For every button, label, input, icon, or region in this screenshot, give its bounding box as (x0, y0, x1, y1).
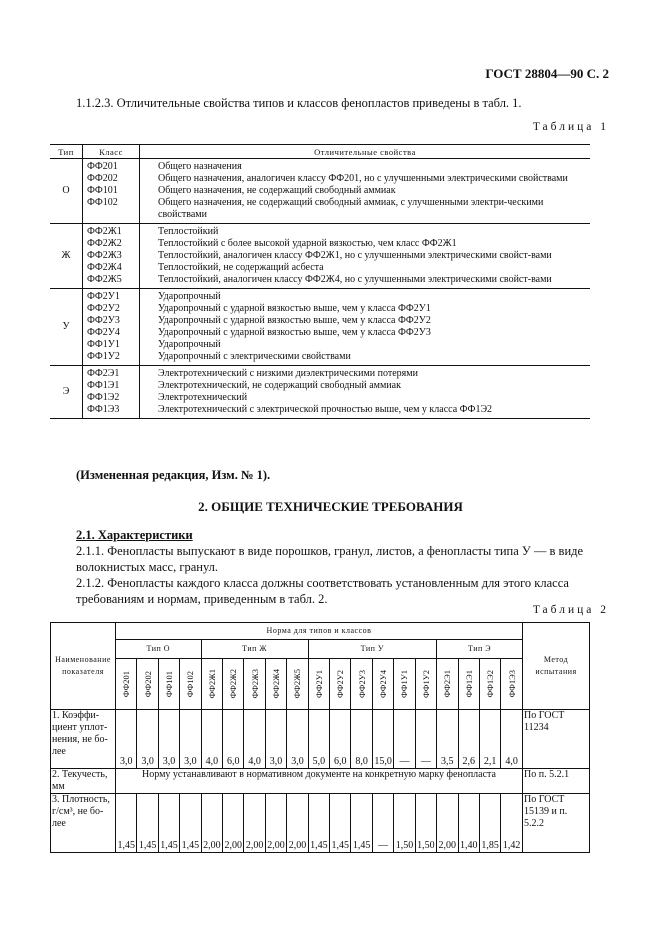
section-title: 2. ОБЩИЕ ТЕХНИЧЕСКИЕ ТРЕБОВАНИЯ (198, 499, 463, 514)
table2-value: 3,0 (265, 710, 286, 769)
table1-class: ФФ2Э1 (87, 368, 120, 379)
table2-class-cell (479, 659, 500, 710)
table2-type-1: Тип О (116, 640, 202, 659)
table2-value: 4,0 (501, 710, 523, 769)
table1-class: ФФ2Ж5 (87, 274, 122, 285)
table1-type-cell: О (50, 159, 83, 224)
table1-props-cell (140, 289, 591, 366)
table2-value: 1,45 (137, 794, 158, 853)
table2-class-label: ФФ2У2 (335, 670, 346, 698)
table1-property: Теплостойкий, аналогичен классу ФФ2Ж1, но с улучшенными электрическими свойст-вами (158, 250, 552, 261)
table1-property: Общего назначения, не содержащий свободный аммиак, с улучшенными электри-ческими свойствами (158, 197, 544, 220)
table1-class: ФФ2Ж3 (87, 250, 122, 261)
table2-class-cell (287, 659, 308, 710)
table1-property: Электротехнический, не содержащий свободный аммиак (158, 380, 401, 391)
table2-value: — (415, 710, 436, 769)
intro-paragraph: 1.1.2.3. Отличительные свойства типов и классов фенопластов приведены в табл. 1. (76, 96, 522, 110)
table2-header-row (51, 623, 590, 640)
table2-value: 3,0 (287, 710, 308, 769)
paragraph-2-1-2 (76, 575, 590, 607)
table2-value: 2,00 (437, 794, 458, 853)
table1-type-cell: Ж (50, 224, 83, 289)
table2-value: 8,0 (351, 710, 372, 769)
table1-group (50, 289, 590, 366)
table2-class-cell (437, 659, 458, 710)
table2-class-cell (372, 659, 393, 710)
table2-value: 1,45 (308, 794, 329, 853)
table2-value: 3,5 (437, 710, 458, 769)
table1-property: Ударопрочный с ударной вязкостью выше, чем у класса ФФ2У1 (158, 303, 431, 314)
table1-property: Электротехнический с низкими диэлектрическими потерями (158, 368, 418, 379)
table1-class: ФФ2У3 (87, 315, 120, 326)
table2-class-label: ФФ202 (142, 670, 153, 698)
table1-class-cell (83, 366, 140, 419)
table2-type-3: Тип У (308, 640, 436, 659)
table1-class: ФФ201 (87, 161, 118, 172)
table1-header-type: Тип (50, 145, 83, 159)
table2-class-label: ФФ2Ж1 (206, 669, 217, 699)
table2-class-cell (415, 659, 436, 710)
table2-class-cell (116, 659, 137, 710)
table2-header-method: Метод испытания (523, 623, 590, 710)
table2-value: 5,0 (308, 710, 329, 769)
table2-type-4: Тип Э (437, 640, 523, 659)
table2-class-label: ФФ1Э3 (506, 670, 517, 698)
table2-header-norm: Норма для типов и классов (116, 623, 523, 640)
paragraph-2-1-1 (76, 543, 590, 575)
page-header: ГОСТ 28804—90 С. 2 (485, 66, 609, 81)
table2-class-label: ФФ102 (185, 670, 196, 698)
table2-class-label: ФФ1Э2 (485, 670, 496, 698)
table2-value: 1,45 (351, 794, 372, 853)
table2-types-row (51, 640, 590, 659)
table1-class: ФФ2У4 (87, 327, 120, 338)
table2-class-label: ФФ2У4 (378, 670, 389, 698)
table1-props-cell (140, 366, 591, 419)
table1-property: Ударопрочный с ударной вязкостью выше, чем у класса ФФ2У2 (158, 315, 431, 326)
table2-value: 1,42 (501, 794, 523, 853)
table2-value: 3,0 (180, 710, 201, 769)
table2-row (51, 769, 590, 794)
table2-row-name: 3. Плотность, г/см³, не бо-лее (51, 794, 116, 853)
table2-caption: Таблица 2 (532, 604, 609, 616)
table2-class-cell (458, 659, 479, 710)
table1-class: ФФ102 (87, 197, 118, 208)
table2-value: 1,45 (180, 794, 201, 853)
table1-property: Теплостойкий (158, 226, 219, 237)
table2-class-label: ФФ2Ж3 (249, 669, 260, 699)
table2-class-label: ФФ2Ж2 (228, 669, 239, 699)
table1-property: Теплостойкий, аналогичен классу ФФ2Ж4, но с улучшенными электрическими свойст-вами (158, 274, 552, 285)
table2-class-cell (351, 659, 372, 710)
table1-type-cell: У (50, 289, 83, 366)
table2-class-cell (265, 659, 286, 710)
table2-value: 2,1 (479, 710, 500, 769)
table2-value: 1,45 (158, 794, 179, 853)
table2-value: 2,00 (223, 794, 244, 853)
paragraph-2-1-1-text: 2.1.1. Фенопласты выпускают в виде порошков, гранул, листов, а фенопласты типа У — в виде волокнистых масс, гранул. (76, 544, 584, 574)
table2-class-label: ФФ1У1 (399, 670, 410, 698)
table2-class-cell (330, 659, 351, 710)
table1-property: Теплостойкий, не содержащий асбеста (158, 262, 324, 273)
table1-class: ФФ101 (87, 185, 118, 196)
table2-value: 2,00 (287, 794, 308, 853)
table2-row-method: По ГОСТ 11234 (523, 710, 590, 769)
table1-group (50, 224, 590, 289)
table1-property: Электротехнический с электрической прочностью выше, чем у класса ФФ1Э2 (158, 404, 493, 415)
table2-class-label: ФФ2Ж5 (292, 669, 303, 699)
table1-header-class: Класс (83, 145, 140, 159)
table1 (50, 144, 590, 419)
table1-header-props: Отличительные свойства (140, 145, 591, 159)
edit-note: (Измененная редакция, Изм. № 1). (76, 468, 271, 482)
table2-value: 6,0 (330, 710, 351, 769)
table1-property: Ударопрочный с ударной вязкостью выше, чем у класса ФФ2У3 (158, 327, 431, 338)
table2-value: 1,45 (116, 794, 137, 853)
table2-class-cell (201, 659, 222, 710)
table1-class: ФФ202 (87, 173, 118, 184)
table2-class-cell (308, 659, 329, 710)
table2 (50, 622, 590, 853)
table1-property: Ударопрочный с электрическими свойствами (158, 351, 351, 362)
table1-type-cell: Э (50, 366, 83, 419)
table2-class-label: ФФ1Э1 (463, 670, 474, 698)
table1-property: Ударопрочный (158, 291, 221, 302)
table2-value: 3,0 (116, 710, 137, 769)
table1-property: Теплостойкий с более высокой ударной вязкостью, чем класс ФФ2Ж1 (158, 238, 457, 249)
table2-class-cell (394, 659, 415, 710)
table1-property: Электротехнический (158, 392, 248, 403)
table1-class: ФФ2У1 (87, 291, 120, 302)
table2-class-cell (158, 659, 179, 710)
table1-class-cell (83, 224, 140, 289)
table2-value: 3,0 (137, 710, 158, 769)
table2-class-cell (180, 659, 201, 710)
table1-class: ФФ1Э1 (87, 380, 120, 391)
table1-class-cell (83, 159, 140, 224)
table2-value: 1,50 (394, 794, 415, 853)
paragraph-2-1-2-text: 2.1.2. Фенопласты каждого класса должны соответствовать установленным для этого класса требованиям и нормам, приведенным в табл. 2. (76, 576, 569, 606)
table2-header-name: Наименование показателя (51, 623, 116, 710)
table1-class-cell (83, 289, 140, 366)
table2-value: 3,0 (158, 710, 179, 769)
table2-span-text: Норму устанавливают в нормативном документе на конкретную марку фенопласта (116, 769, 523, 794)
table2-row-method: По п. 5.2.1 (523, 769, 590, 794)
table1-class: ФФ1У2 (87, 351, 120, 362)
table2-class-label: ФФ1У2 (420, 670, 431, 698)
table2-value: 4,0 (244, 710, 265, 769)
table1-props-cell (140, 159, 591, 224)
table1-class: ФФ2Ж4 (87, 262, 122, 273)
table1-class: ФФ2У2 (87, 303, 120, 314)
table2-value: 1,45 (330, 794, 351, 853)
table1-property: Ударопрочный (158, 339, 221, 350)
table2-value: 4,0 (201, 710, 222, 769)
table2-value: 1,40 (458, 794, 479, 853)
table1-property: Общего назначения, не содержащий свободный аммиак (158, 185, 396, 196)
table2-value: 6,0 (223, 710, 244, 769)
table2-row-method: По ГОСТ 15139 и п. 5.2.2 (523, 794, 590, 853)
table2-value: 2,00 (201, 794, 222, 853)
table1-class: ФФ2Ж2 (87, 238, 122, 249)
table1-props-cell (140, 224, 591, 289)
table2-class-label: ФФ2Ж4 (271, 669, 282, 699)
table2-class-label: ФФ201 (121, 670, 132, 698)
table2-classes-row (51, 659, 590, 710)
table2-class-label: ФФ101 (164, 670, 175, 698)
table1-caption: Таблица 1 (532, 121, 609, 133)
table2-class-label: ФФ2Э1 (442, 670, 453, 698)
table2-type-2: Тип Ж (201, 640, 308, 659)
table2-value: — (394, 710, 415, 769)
table2-value: 1,85 (479, 794, 500, 853)
table2-row-name: 2. Текучесть, мм (51, 769, 116, 794)
table2-row (51, 794, 590, 853)
table1-class: ФФ2Ж1 (87, 226, 122, 237)
table1-class: ФФ1Э3 (87, 404, 120, 415)
table2-class-cell (501, 659, 523, 710)
table1-group (50, 366, 590, 419)
table2-value: 2,00 (244, 794, 265, 853)
table2-value: 15,0 (372, 710, 393, 769)
table1-class: ФФ1У1 (87, 339, 120, 350)
table2-value: 2,00 (265, 794, 286, 853)
table2-class-cell (137, 659, 158, 710)
table2-value: 2,6 (458, 710, 479, 769)
table1-property: Общего назначения (158, 161, 242, 172)
table2-value: — (372, 794, 393, 853)
table2-row-name: 1. Коэффи-циент уплот-нения, не бо-лее (51, 710, 116, 769)
table1-group (50, 159, 590, 224)
table2-class-cell (244, 659, 265, 710)
table2-class-cell (223, 659, 244, 710)
table2-class-label: ФФ2У1 (313, 670, 324, 698)
table2-value: 1,50 (415, 794, 436, 853)
table1-class: ФФ1Э2 (87, 392, 120, 403)
table2-class-label: ФФ2У3 (356, 670, 367, 698)
table1-property: Общего назначения, аналогичен классу ФФ201, но с улучшенными электрическими свойствами (158, 173, 568, 184)
table2-row (51, 710, 590, 769)
subsection-title: 2.1. Характеристики (76, 528, 193, 542)
